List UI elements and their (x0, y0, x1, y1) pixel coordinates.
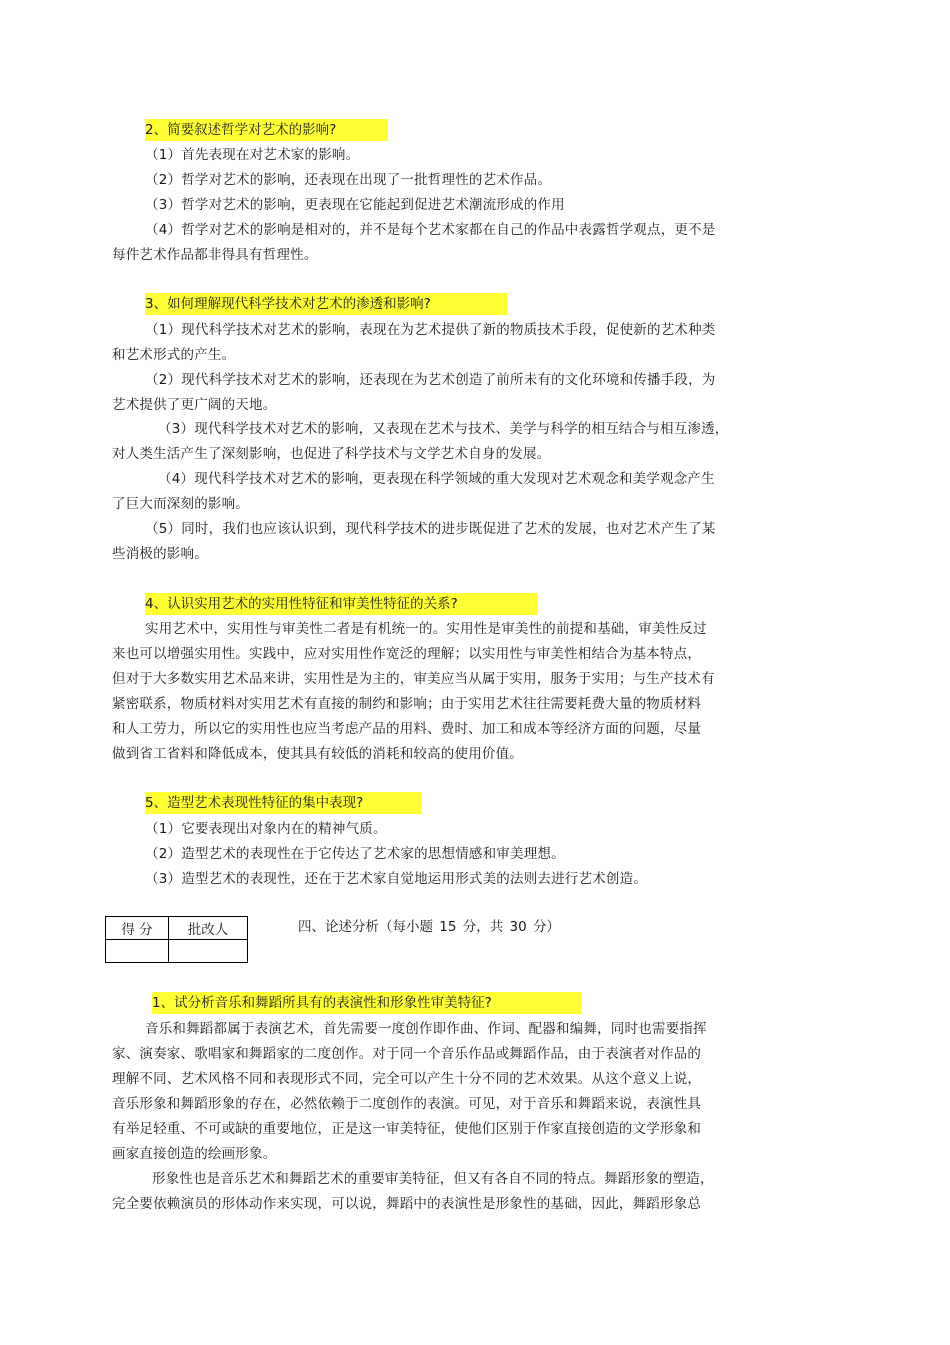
q3-line-6: 对人类生活产生了深刻影响，也促进了科学技术与文学艺术自身的发展。 (112, 446, 551, 462)
grader-label: 批改人 (169, 917, 248, 940)
e1-line-2: 家、演奏家、歌唱家和舞蹈家的二度创作。对于同一个音乐作品或舞蹈作品，由于表演者对作品的 (112, 1046, 702, 1062)
question-4-title: 4、认识实用艺术的实用性特征和审美性特征的关系? (145, 593, 538, 615)
q5-line-1: （1）它要表现出对象内在的精神气质。 (145, 821, 387, 837)
q3-line-7: （4）现代科学技术对艺术的影响，更表现在科学领域的重大发现对艺术观念和美学观念产生 (158, 471, 715, 487)
question-5-title: 5、造型艺术表现性特征的集中表现? (145, 792, 421, 814)
q5-line-3: （3）造型艺术的表现性，还在于艺术家自觉地运用形式美的法则去进行艺术创造。 (145, 871, 647, 887)
q3-line-4: 艺术提供了更广阔的天地。 (112, 397, 277, 413)
q2-line-3: （3）哲学对艺术的影响，更表现在它能起到促进艺术潮流形成的作用 (145, 197, 565, 213)
q3-line-3: （2）现代科学技术对艺术的影响，还表现在为艺术创造了前所未有的文化环境和传播手段，为 (145, 372, 716, 388)
e1-line-4: 音乐形象和舞蹈形象的存在，必然依赖于二度创作的表演。可见，对于音乐和舞蹈来说，表演性具 (112, 1096, 702, 1112)
e1-line-8: 完全要依赖演员的形体动作来实现，可以说，舞蹈中的表演性是形象性的基础，因此，舞蹈形象总 (112, 1196, 702, 1212)
q2-line-4: （4）哲学对艺术的影响是相对的，并不是每个艺术家都在自己的作品中表露哲学观点，更不是 (145, 222, 716, 238)
q3-line-1: （1）现代科学技术对艺术的影响，表现在为艺术提供了新的物质技术手段，促使新的艺术种类 (145, 322, 716, 338)
q3-line-9: （5）同时，我们也应该认识到，现代科学技术的进步既促进了艺术的发展，也对艺术产生了某 (145, 521, 716, 537)
question-2-title: 2、简要叙述哲学对艺术的影响? (145, 119, 388, 141)
q4-line-5: 和人工劳力，所以它的实用性也应当考虑产品的用料、费时、加工和成本等经济方面的问题，尽量 (112, 721, 702, 737)
q3-line-8: 了巨大而深刻的影响。 (112, 496, 249, 512)
e1-line-5: 有举足轻重、不可或缺的重要地位，正是这一审美特征，使他们区别于作家直接创造的文学形象和 (112, 1121, 702, 1137)
q4-line-6: 做到省工省料和降低成本，使其具有较低的消耗和较高的使用价值。 (112, 746, 523, 762)
score-label: 得 分 (106, 917, 169, 940)
e1-line-7: 形象性也是音乐艺术和舞蹈艺术的重要审美特征，但又有各自不同的特点。舞蹈形象的塑造， (152, 1171, 714, 1187)
e1-line-3: 理解不同、艺术风格不同和表现形式不同，完全可以产生十分不同的艺术效果。从这个意义上说， (112, 1071, 702, 1087)
question-3-title: 3、如何理解现代科学技术对艺术的渗透和影响? (145, 293, 507, 315)
q5-line-2: （2）造型艺术的表现性在于它传达了艺术家的思想情感和审美理想。 (145, 846, 565, 862)
essay-1-title: 1、试分析音乐和舞蹈所具有的表演性和形象性审美特征? (152, 992, 581, 1014)
q3-line-5: （3）现代科学技术对艺术的影响，又表现在艺术与技术、美学与科学的相互结合与相互渗透， (158, 421, 729, 437)
q2-line-2: （2）哲学对艺术的影响，还表现在出现了一批哲理性的艺术作品。 (145, 172, 552, 188)
score-cell (106, 940, 169, 963)
q2-line-5: 每件艺术作品都非得具有哲理性。 (112, 247, 318, 263)
e1-line-1: 音乐和舞蹈都属于表演艺术，首先需要一度创作即作曲、作词、配器和编舞，同时也需要指挥 (145, 1021, 707, 1037)
score-table (105, 916, 248, 963)
q4-line-4: 紧密联系，物质材料对实用艺术有直接的制约和影响；由于实用艺术往往需要耗费大量的物质材料 (112, 696, 702, 712)
q4-line-1: 实用艺术中，实用性与审美性二者是有机统一的。实用性是审美性的前提和基础，审美性反过 (145, 621, 707, 637)
grader-cell (169, 940, 248, 963)
q3-line-10: 些消极的影响。 (112, 546, 208, 562)
q3-line-2: 和艺术形式的产生。 (112, 347, 236, 363)
section-4-title: 四、论述分析（每小题 15 分，共 30 分） (298, 919, 561, 935)
q4-line-2: 来也可以增强实用性。实践中，应对实用性作宽泛的理解；以实用性与审美性相结合为基本特点， (112, 646, 702, 662)
q4-line-3: 但对于大多数实用艺术品来讲，实用性是为主的，审美应当从属于实用，服务于实用；与生产技术有 (112, 671, 715, 687)
q2-line-1: （1）首先表现在对艺术家的影响。 (145, 147, 360, 163)
e1-line-6: 画家直接创造的绘画形象。 (112, 1146, 277, 1162)
